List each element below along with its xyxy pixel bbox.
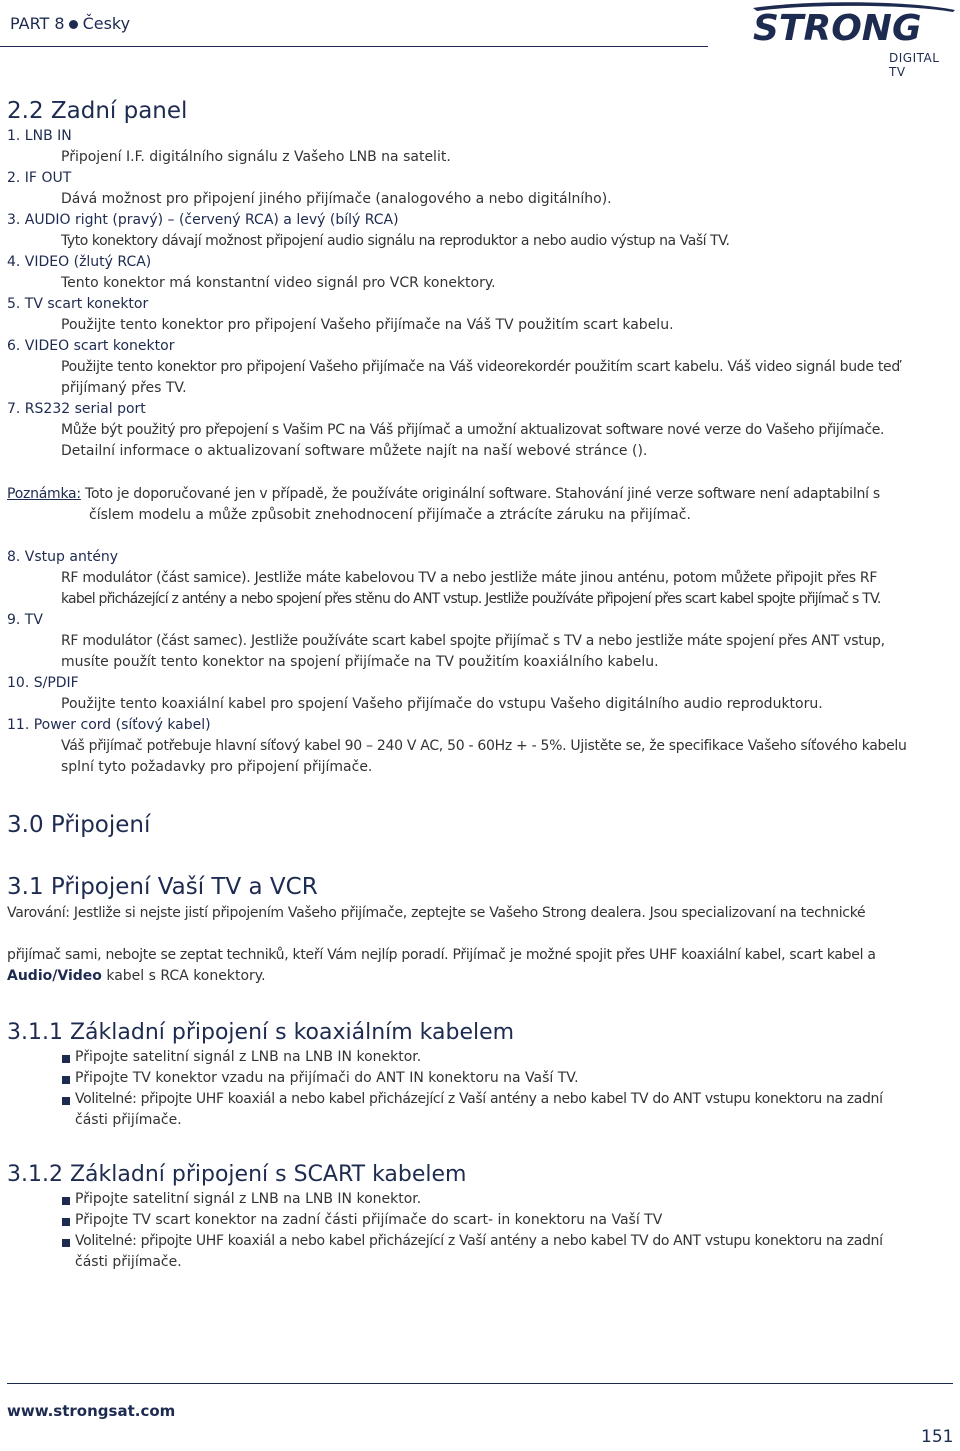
brand-logo-text: STRONG [753,8,922,44]
footer-website-link[interactable]: www.strongsat.com [7,1402,176,1420]
square-bullet-icon [62,1218,70,1226]
bullet-dot-icon [69,20,78,29]
strong-logo [745,2,957,44]
item-text: splní tyto požadavky pro připojení přijímače. [61,759,373,775]
item-text: Váš přijímač potřebuje hlavní síťový kabel 90 – 240 V AC, 50 - 60Hz + - 5%. Ujistěte se, že specifikace Vašeho síťového kabelu [61,738,907,754]
note-label: Poznámka: [7,486,81,502]
item-text: Použijte tento konektor pro připojení Vašeho přijímače na Váš videorekordér použitím scart kabelu. Váš video signál bude teď [61,359,900,375]
note-line [7,486,880,502]
item-text: kabel přicházející z antény a nebo spojení přes stěnu do ANT vstup. Jestliže používáte připojení přes scart kabel spojte přijímač s TV. [61,591,881,607]
body-text: přijímač sami, nebojte se zeptat techniků, kteří Vám nejlíp poradí. Přijímač je možné spojit přes UHF koaxiální kabel, scart kabel a [7,947,876,963]
item-text: Připojení I.F. digitálního signálu z Vašeho LNB na satelit. [61,149,451,165]
item-label: 3. AUDIO right (pravý) – (červený RCA) a levý (bílý RCA) [7,212,399,228]
warning-text: Varování: Jestliže si nejste jistí připojením Vašeho přijímače, zeptejte se Vašeho Strong dealera. Jsou specializovaní na technické [7,905,866,921]
item-label: 7. RS232 serial port [7,401,146,417]
section-title-3-1-2: 3.1.2 Základní připojení s SCART kabelem [7,1162,467,1187]
item-text: Může být použitý pro přepojení s Vašim PC na Váš přijímač a umožní aktualizovat software nové verze do Vašeho přijímače. [61,422,885,438]
section-title-3-1-1: 3.1.1 Základní připojení s koaxiálním kabelem [7,1020,515,1045]
bullet-text: části přijímače. [75,1254,182,1270]
square-bullet-icon [62,1197,70,1205]
language-label: Česky [82,14,131,33]
bold-term: Audio/Video [7,968,102,984]
item-text: Tento konektor má konstantní video signál pro VCR konektory. [61,275,496,291]
item-text: musíte použít tento konektor na spojení přijímače na TV použitím koaxiálního kabelu. [61,654,659,670]
part-label: PART 8 [10,14,65,33]
bullet-text: Připojte TV konektor vzadu na přijímači do ANT IN konektoru na Vaší TV. [75,1070,579,1086]
section-title-3-0: 3.0 Připojení [7,812,151,838]
body-text: kabel s RCA konektory. [101,968,266,984]
item-label: 5. TV scart konektor [7,296,149,312]
bullet-text: Připojte TV scart konektor na zadní části přijímače do scart- in konektoru na Vaší TV [75,1212,663,1228]
bullet-text: Volitelné: připojte UHF koaxiál a nebo kabel přicházející z Vaší antény a nebo kabel TV do ANT vstupu konektoru na zadní [75,1091,883,1107]
square-bullet-icon [62,1239,70,1247]
item-label: 8. Vstup antény [7,549,119,565]
bullet-text: části přijímače. [75,1112,182,1128]
bullet-text: Připojte satelitní signál z LNB na LNB IN konektor. [75,1191,422,1207]
section-title-3-1: 3.1 Připojení Vaší TV a VCR [7,874,318,900]
item-label: 10. S/PDIF [7,675,79,691]
note-text: Toto je doporučované jen v případě, že používáte originální software. Stahování jiné verze software není adaptabilní s [80,486,880,502]
item-text: RF modulátor (část samice). Jestliže máte kabelovou TV a nebo jestliže máte jinou anténu, potom můžete připojit přes RF [61,570,878,586]
item-label: 2. IF OUT [7,170,72,186]
page-number: 151 [921,1427,954,1447]
section-title-2-2: 2.2 Zadní panel [7,98,188,124]
note-text: číslem modelu a může způsobit znehodnocení přijímače a ztrácíte záruku na přijímač. [89,507,691,523]
body-text-line [7,968,266,984]
footer-rule [7,1383,953,1384]
brand-subtitle: DIGITAL TV [889,51,940,79]
item-text: Použijte tento konektor pro připojení Vašeho přijímače na Váš TV použitím scart kabelu. [61,317,674,333]
square-bullet-icon [62,1055,70,1063]
item-label: 9. TV [7,612,43,628]
item-label: 11. Power cord (síťový kabel) [7,717,211,733]
item-text: přijímaný přes TV. [61,380,187,396]
item-label: 4. VIDEO (žlutý RCA) [7,254,152,270]
item-label: 6. VIDEO scart konektor [7,338,175,354]
item-text: Tyto konektory dávají možnost připojení audio signálu na reproduktor a nebo audio výstup na Vaší TV. [61,233,730,249]
item-text: RF modulátor (část samec). Jestliže používáte scart kabel spojte přijímač s TV a nebo jestliže máte spojení přes ANT vstup, [61,633,885,649]
bullet-text: Volitelné: připojte UHF koaxiál a nebo kabel přicházející z Vaší antény a nebo kabel TV do ANT vstupu konektoru na zadní [75,1233,883,1249]
item-text: Detailní informace o aktualizovaní software můžete najít na naší webové stránce (). [61,443,648,459]
square-bullet-icon [62,1076,70,1084]
header-rule [0,46,708,47]
square-bullet-icon [62,1097,70,1105]
page-header [10,14,130,33]
item-label: 1. LNB IN [7,128,72,144]
bullet-text: Připojte satelitní signál z LNB na LNB IN konektor. [75,1049,422,1065]
item-text: Dává možnost pro připojení jiného přijímače (analogového a nebo digitálního). [61,191,612,207]
item-text: Použijte tento koaxiální kabel pro spojení Vašeho přijímače do vstupu Vašeho digitálního audio reproduktoru. [61,696,823,712]
